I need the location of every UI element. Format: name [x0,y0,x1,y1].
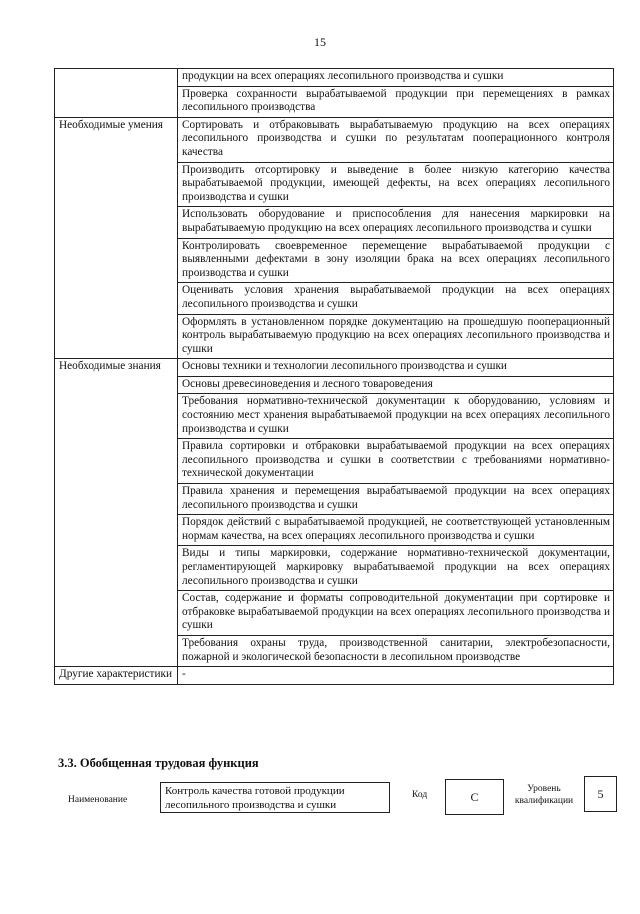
row-item: - [178,667,614,685]
row-item: Сортировать и отбраковывать вырабатываемую продукцию на всех операциях лесопильного производства и сушки по результатам пооперационного контроля качества [178,117,614,162]
qualification-level-box: 5 [584,776,617,812]
section-title: 3.3. Обобщенная трудовая функция [58,756,259,770]
row-item: Оформлять в установленном порядке документацию на прошедшую пооперационный контроль вырабатываемую продукцию на всех операциях лесопильного производства и сушки [178,314,614,359]
table-row [55,69,614,87]
table-row [55,359,614,377]
row-item: Проверка сохранности вырабатываемой продукции при перемещениях в рамках лесопильного производства [178,86,614,117]
row-label: Другие характеристики [55,667,178,685]
row-item: Правила сортировки и отбраковки вырабатываемой продукции на всех операциях лесопильного производства и сушки в соответствии с требованиями нормативно-технической документации [178,439,614,484]
row-item: Оценивать условия хранения вырабатываемой продукции на всех операциях лесопильного производства и сушки [178,283,614,314]
table-row [55,667,614,685]
row-item: Контролировать своевременное перемещение вырабатываемой продукции с выявленными дефектами в зону изоляции брака на всех операциях лесопильного производства и сушки [178,238,614,283]
row-item: Порядок действий с вырабатываемой продукцией, не соответствующей установленным нормам качества, на всех операциях лесопильного производства и сушки [178,515,614,546]
row-item: Требования охраны труда, производственной санитарии, электробезопасности, пожарной и экологической безопасности в лесопильном производстве [178,635,614,666]
row-item: продукции на всех операциях лесопильного производства и сушки [178,69,614,87]
row-item: Основы древесиноведения и лесного товароведения [178,376,614,394]
row-item: Основы техники и технологии лесопильного производства и сушки [178,359,614,377]
labor-function-table [54,68,614,685]
row-item: Использовать оборудование и приспособления для нанесения маркировки на вырабатываемую продукцию на всех операциях лесопильного производства и сушки [178,207,614,238]
row-label [55,69,178,118]
code-value-box: C [445,779,504,815]
row-label: Необходимые знания [55,359,178,667]
name-label: Наименование [68,795,128,805]
row-item: Виды и типы маркировки, содержание нормативно-технической документации, регламентирующей маркировку вырабатываемой продукции на всех операциях лесопильного производства и сушки [178,546,614,591]
row-item: Правила хранения и перемещения вырабатываемой продукции на всех операциях лесопильного производства и сушки [178,484,614,515]
code-label: Код [412,790,428,800]
row-label: Необходимые умения [55,117,178,359]
row-item: Состав, содержание и форматы сопроводительной документации при сортировке и отбраковке вырабатываемой продукции на всех операциях лесопильного производства и сушки [178,591,614,636]
row-item: Производить отсортировку и выведение в более низкую категорию качества вырабатываемой продукции, имеющей дефекты, на всех операциях лесопильного производства и сушки [178,162,614,207]
name-value-box: Контроль качества готовой продукции лесопильного производства и сушки [160,782,390,813]
page-number: 15 [314,35,326,49]
table-row [55,117,614,162]
qualification-level-label: Уровень квалификации [514,784,574,806]
row-item: Требования нормативно-технической документации к оборудованию, условиям и состоянию мест хранения вырабатываемой продукции на всех операциях лесопильного производства и сушки [178,394,614,439]
